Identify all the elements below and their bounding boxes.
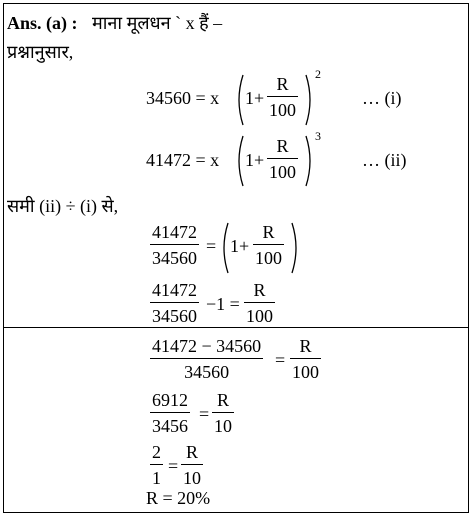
eq2-frac-num: R <box>276 136 289 156</box>
eq1-left-paren <box>233 73 245 127</box>
eq2-tag: … (ii) <box>362 150 407 170</box>
step5-den: 1 <box>152 468 161 488</box>
step3-r-num: R <box>299 336 312 356</box>
answer-label: Ans. (a) : <box>7 13 78 33</box>
step3-r-den: 100 <box>292 362 319 382</box>
eq1-frac-bar <box>267 96 298 97</box>
step2-r-num: R <box>253 280 266 300</box>
step2-den: 34560 <box>152 306 197 326</box>
step3-den: 34560 <box>184 362 230 382</box>
step2-num: 41472 <box>152 280 197 300</box>
eq1-power: 2 <box>315 67 321 81</box>
step4-bar <box>150 412 190 413</box>
step1-r-den: 100 <box>255 248 282 268</box>
step4-fraction <box>150 390 190 436</box>
eq1-lhs: 34560 = x <box>146 88 220 108</box>
eq2-left-paren <box>233 134 245 188</box>
step2-fraction <box>150 280 199 326</box>
step1-equals: = <box>206 236 217 256</box>
step4-equals: = <box>199 404 210 424</box>
step5-r-num: R <box>185 442 198 462</box>
step4-den: 3456 <box>152 416 188 436</box>
step1-one-plus: 1+ <box>230 236 250 256</box>
eq2-frac-den: 100 <box>269 162 296 182</box>
step2-bar <box>150 302 199 303</box>
intro-text: माना मूलधन ` x हैं – <box>92 13 223 33</box>
eq1-right-paren <box>304 73 316 127</box>
step5-r-den: 10 <box>183 468 201 488</box>
step1-bar <box>150 244 199 245</box>
step1-r-num: R <box>262 222 275 242</box>
eq2-fraction <box>267 136 298 182</box>
according-text: प्रश्नानुसार, <box>7 42 74 62</box>
divide-text: समी (ii) ÷ (i) से, <box>7 196 119 216</box>
step2-minus-one: −1 = <box>206 294 240 314</box>
eq2-frac-bar <box>267 158 298 159</box>
eq2-power: 3 <box>315 129 321 143</box>
step2-r-fraction <box>244 280 275 326</box>
step4-num: 6912 <box>152 390 188 410</box>
eq1-fraction <box>267 74 298 120</box>
step3-fraction <box>150 336 263 382</box>
step5-r-bar <box>181 464 203 465</box>
step5-num: 2 <box>152 442 161 462</box>
eq2-one-plus: 1+ <box>245 150 265 170</box>
step3-num: 41472 − 34560 <box>152 336 262 356</box>
step3-r-bar <box>290 358 321 359</box>
step1-r-bar <box>253 244 284 245</box>
step5-fraction <box>150 442 163 488</box>
step5-bar <box>150 464 163 465</box>
step1-num: 41472 <box>152 222 197 242</box>
eq1-one-plus: 1+ <box>245 88 265 108</box>
step5-r-fraction <box>181 442 203 488</box>
step1-right-paren <box>290 221 302 275</box>
step2-r-den: 100 <box>246 306 273 326</box>
step2-r-bar <box>244 302 275 303</box>
eq2-lhs: 41472 = x <box>146 150 220 170</box>
step4-r-den: 10 <box>214 416 232 436</box>
step4-r-fraction <box>212 390 234 436</box>
step4-r-num: R <box>216 390 229 410</box>
eq1-frac-num: R <box>276 74 289 94</box>
step1-left-paren <box>218 221 230 275</box>
final-result: R = 20% <box>146 488 211 508</box>
step3-r-fraction <box>290 336 321 382</box>
step4-r-bar <box>212 412 234 413</box>
step3-equals: = <box>275 350 286 370</box>
step1-den: 34560 <box>152 248 197 268</box>
eq1-tag: … (i) <box>362 88 402 108</box>
step5-equals: = <box>168 456 179 476</box>
eq1-frac-den: 100 <box>269 100 296 120</box>
step1-r-fraction <box>253 222 284 268</box>
step1-fraction <box>150 222 199 268</box>
step3-bar <box>150 358 263 359</box>
